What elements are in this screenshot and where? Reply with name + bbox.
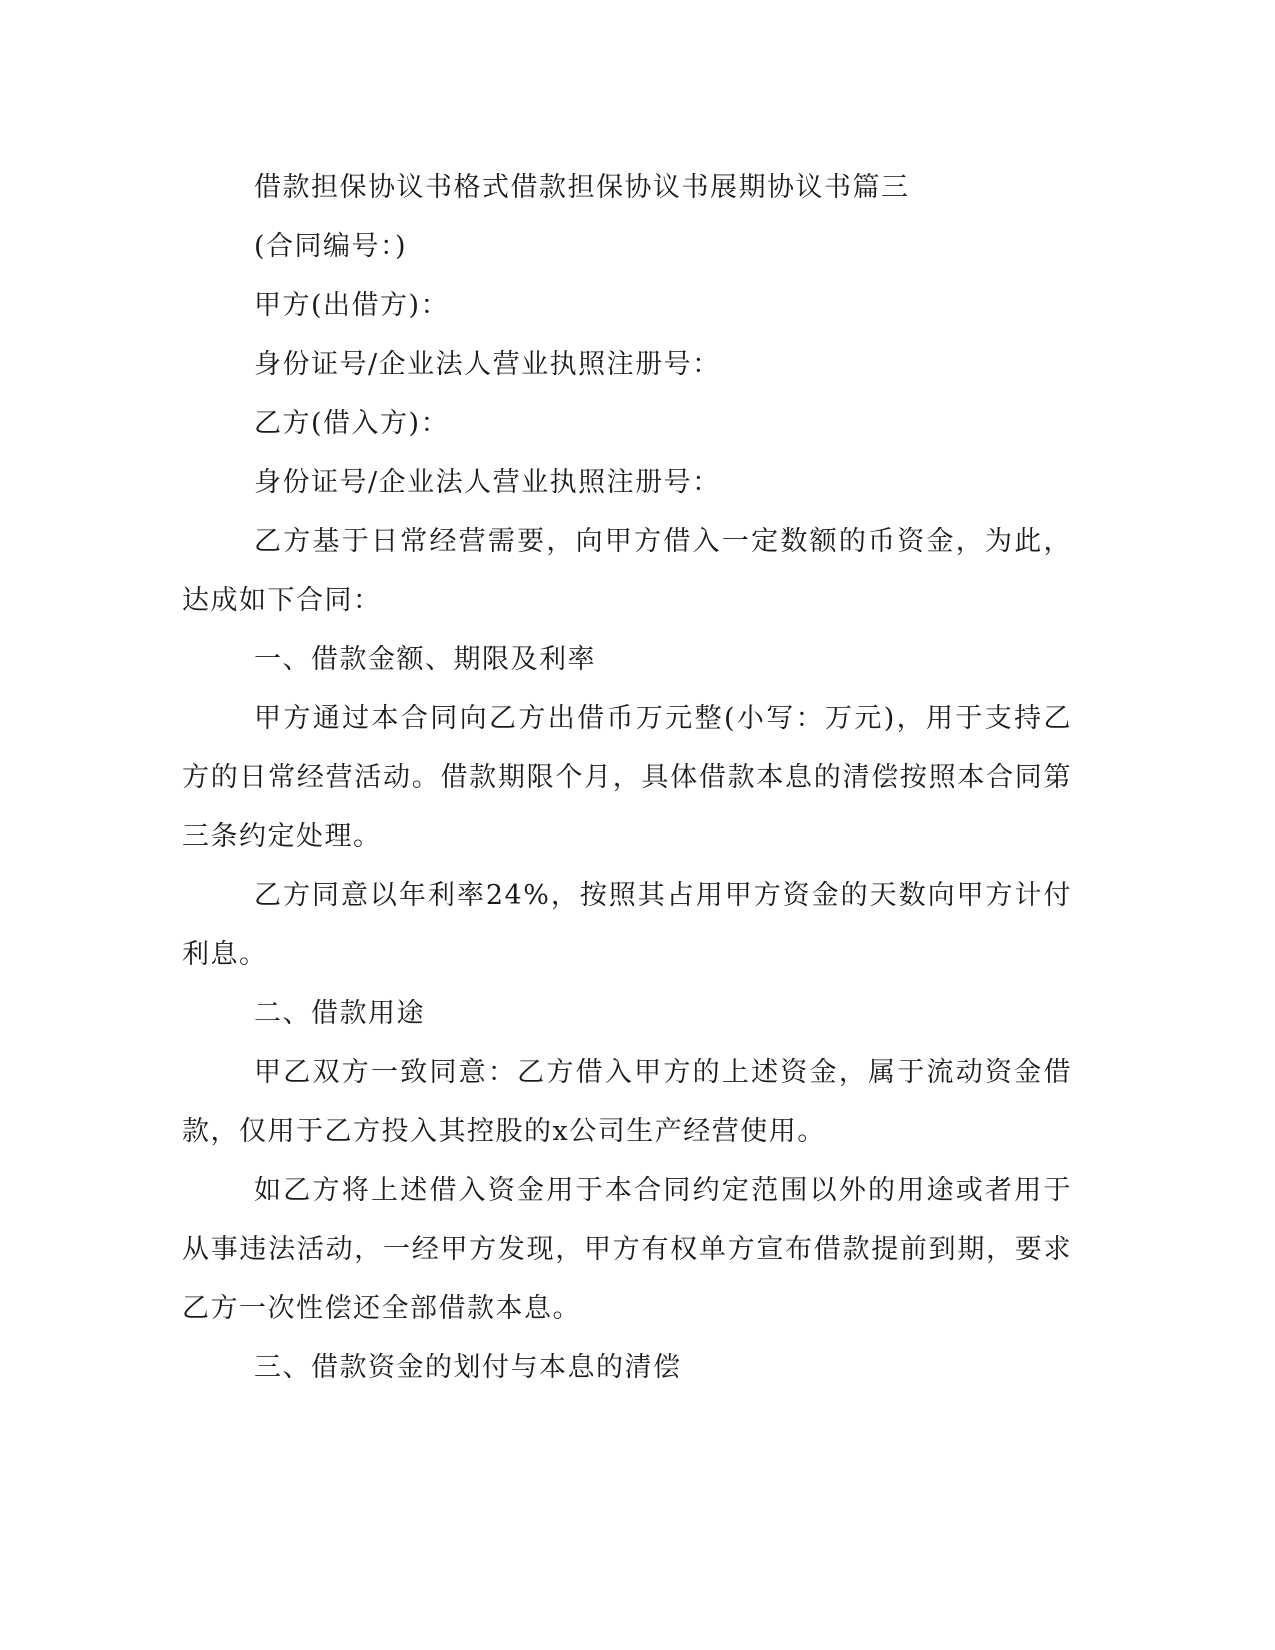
loan-purpose-paragraph: 甲乙双方一致同意：乙方借入甲方的上述资金，属于流动资金借款，仅用于乙方投入其控股的x公司生产经营使用。 [182,1057,1072,1147]
preamble-paragraph: 乙方基于日常经营需要，向甲方借入一定数额的币资金，为此，达成如下合同： [182,526,1072,616]
document-body [182,158,1072,1397]
contract-number-line: (合同编号：) [254,231,408,262]
interest-rate-paragraph: 乙方同意以年利率24%，按照其占用甲方资金的天数向甲方计付利息。 [182,880,1072,970]
document-title: 借款担保协议书格式借款担保协议书展期协议书篇三 [254,172,910,203]
section-heading-2: 二、借款用途 [254,998,425,1029]
party-a-id-line: 身份证号/企业法人营业执照注册号： [254,349,721,380]
loan-amount-paragraph: 甲方通过本合同向乙方出借币万元整(小写：万元)，用于支持乙方的日常经营活动。借款期限个月，具体借款本息的清偿按照本合同第三条约定处理。 [182,703,1072,852]
misuse-clause-paragraph: 如乙方将上述借入资金用于本合同约定范围以外的用途或者用于从事违法活动，一经甲方发现，甲方有权单方宣布借款提前到期，要求乙方一次性偿还全部借款本息。 [182,1175,1072,1324]
party-a-line: 甲方(出借方)： [254,290,450,321]
party-b-id-line: 身份证号/企业法人营业执照注册号： [254,467,721,498]
party-b-line: 乙方(借入方)： [254,408,450,439]
section-heading-3: 三、借款资金的划付与本息的清偿 [254,1352,682,1383]
section-heading-1: 一、借款金额、期限及利率 [254,644,596,675]
